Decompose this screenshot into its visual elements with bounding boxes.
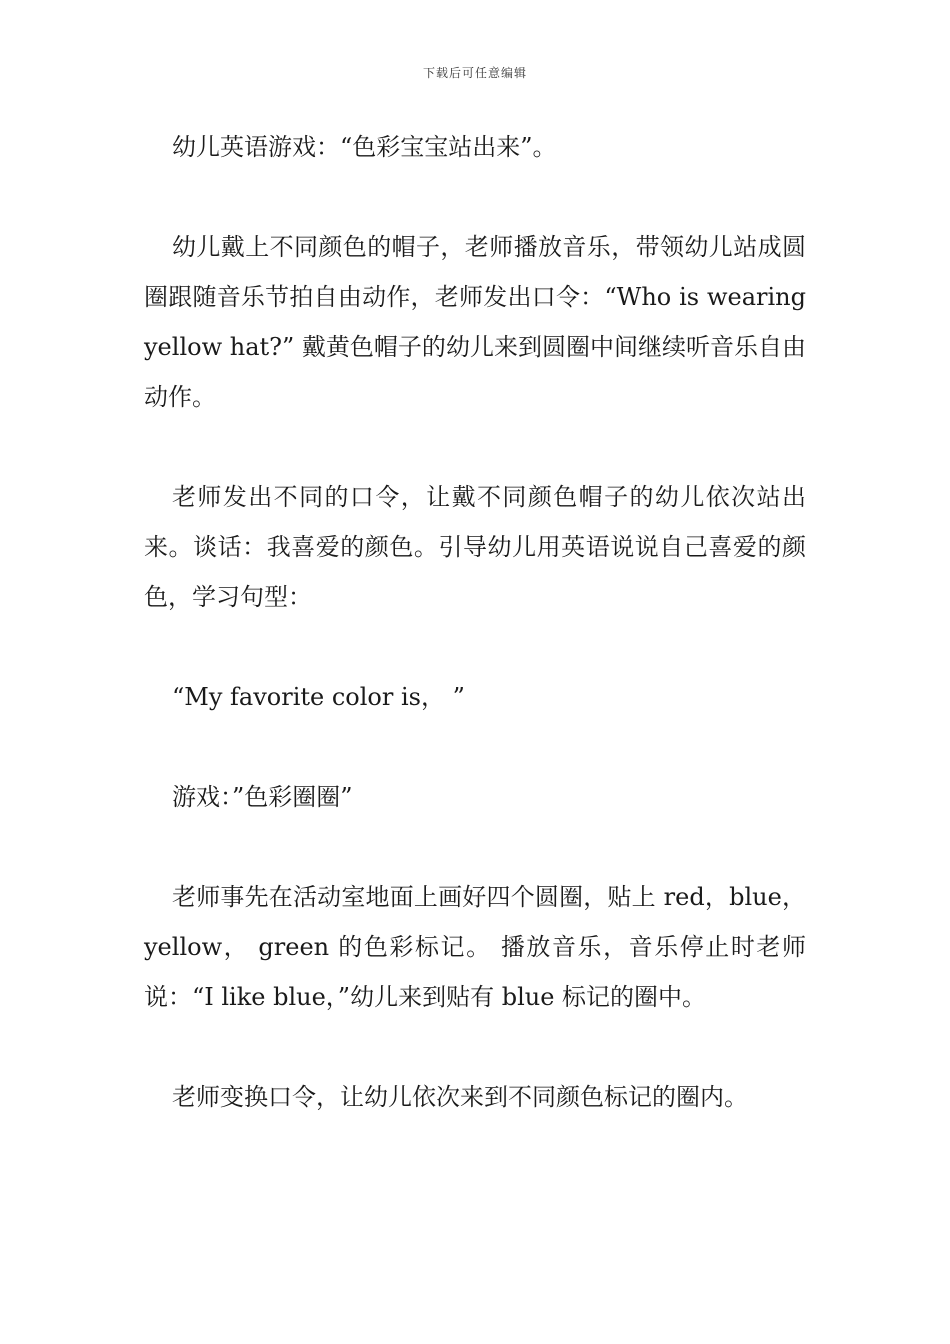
paragraph-hat-game: 幼儿戴上不同颜色的帽子，老师播放音乐，带领幼儿站成圆圈跟随音乐节拍自由动作，老师发出口令：“Who is wearing yellow hat?” 戴黄色帽子的幼儿来到圆圈中间继续听音乐自由动作。 bbox=[144, 233, 806, 411]
paragraph-sentence-pattern: “My favorite color is， ” bbox=[172, 683, 465, 711]
paragraph-game-title: 幼儿英语游戏：“色彩宝宝站出来”。 bbox=[172, 133, 557, 161]
paragraph-color-circle-title: 游戏：”色彩圈圈” bbox=[172, 783, 353, 811]
paragraph-favorite-color-talk: 老师发出不同的口令，让戴不同颜色帽子的幼儿依次站出来。谈话：我喜爱的颜色。引导幼儿用英语说说自己喜爱的颜色，学习句型： bbox=[144, 483, 806, 611]
page-header-note: 下载后可任意编辑 bbox=[422, 66, 527, 80]
paragraph-change-command: 老师变换口令，让幼儿依次来到不同颜色标记的圈内。 bbox=[172, 1083, 748, 1111]
paragraph-color-circle-game: 老师事先在活动室地面上画好四个圆圈，贴上 red，blue， yellow， green 的色彩标记。 播放音乐，音乐停止时老师说：“I like blue，”幼儿来到贴有 blue 标记的圈中。 bbox=[144, 883, 806, 1011]
document-body bbox=[144, 122, 806, 1172]
